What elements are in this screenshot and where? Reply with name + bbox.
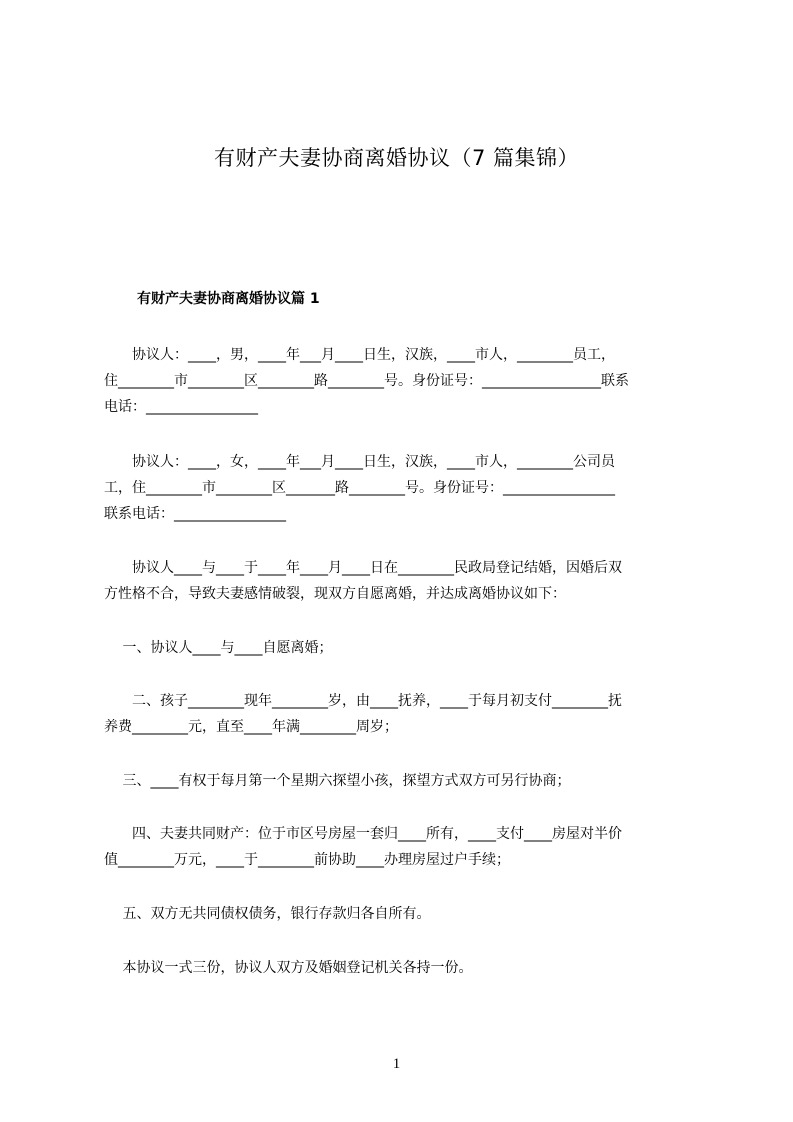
page-title: 有财产夫妻协商离婚协议（7 篇集锦） <box>213 146 580 170</box>
paragraph-line: 方性格不合，导致夫妻感情破裂，现双方自愿离婚，并达成离婚协议如下： <box>104 586 566 602</box>
clause-2 <box>104 688 700 740</box>
paragraph-line: 电话：________________ <box>104 399 258 415</box>
clause-1 <box>104 635 700 661</box>
paragraph-party-female <box>104 449 700 527</box>
page-number: 1 <box>392 1056 401 1072</box>
paragraph-line: 联系电话：________________ <box>104 506 286 522</box>
paragraph-line: 五、双方无共同债权债务，银行存款归各自所有。 <box>104 906 431 922</box>
clause-3 <box>104 768 700 794</box>
paragraph-line: 工，住________市________区_______路________号。身份证号：________________ <box>104 480 615 496</box>
paragraph-line: 协议人：____，女，____年___月____日生，汉族，____市人，________公司员 <box>104 454 615 470</box>
paragraph-line: 养费________元，直至____年满________周岁； <box>104 719 398 735</box>
paragraph-party-male <box>104 342 700 420</box>
paragraph-line: 协议人：____，男，____年___月____日生，汉族，____市人，________员工， <box>104 347 615 363</box>
paragraph-line: 一、协议人____与____自愿离婚； <box>104 640 333 656</box>
paragraph-line: 协议人____与____于____年____月____日在________民政局登记结婚，因婚后双 <box>104 560 622 576</box>
paragraph-marriage-info <box>104 555 700 607</box>
closing-paragraph <box>104 955 700 981</box>
paragraph-line: 四、夫妻共同财产：位于市区号房屋一套归____所有，____支付____房屋对半价 <box>104 826 622 842</box>
clause-5 <box>104 901 700 927</box>
paragraph-line: 值________万元，____于________前协助____办理房屋过户手续； <box>104 852 510 868</box>
clause-4 <box>104 821 700 873</box>
section-heading: 有财产夫妻协商离婚协议篇 1 <box>137 291 320 307</box>
paragraph-line: 二、孩子________现年________岁，由____抚养，____于每月初支付________抚 <box>104 693 622 709</box>
paragraph-line: 三、____有权于每月第一个星期六探望小孩，探望方式双方可另行协商； <box>104 773 571 789</box>
paragraph-line: 住________市________区________路________号。身份证号：_________________联系 <box>104 373 629 389</box>
paragraph-line: 本协议一式三份，协议人双方及婚姻登记机关各持一份。 <box>104 960 473 976</box>
